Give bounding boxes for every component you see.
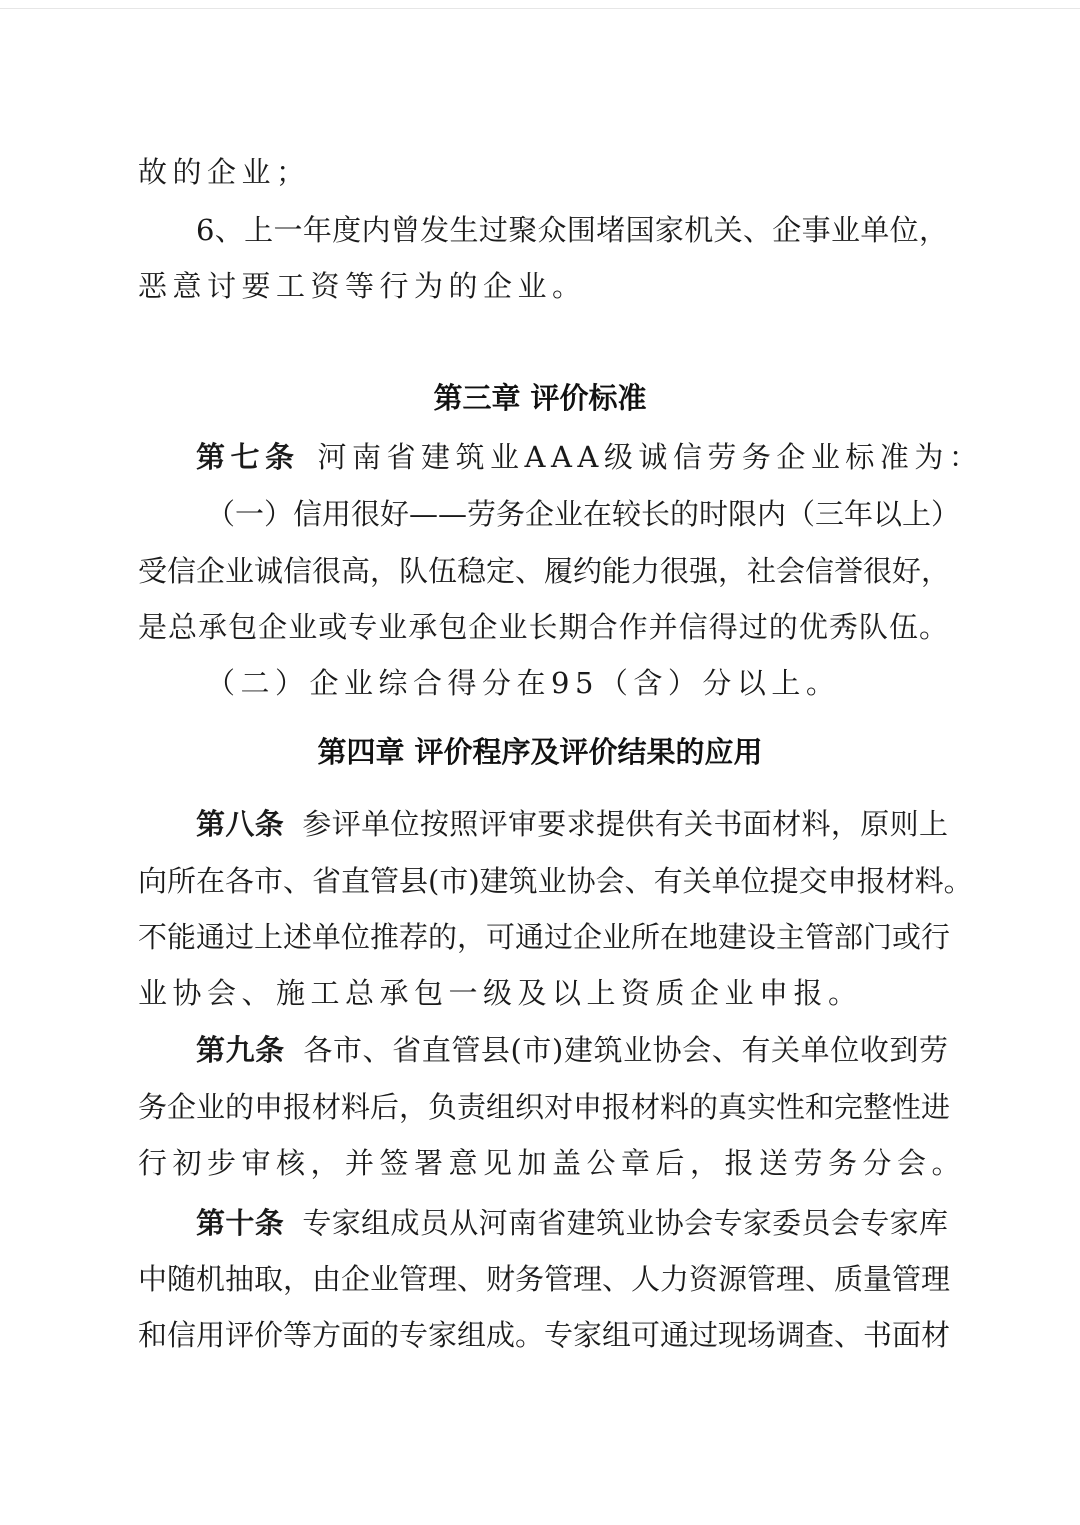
article-seven	[196, 437, 984, 477]
scan-edge-line	[0, 8, 1080, 9]
paragraph-line: （二）企业综合得分在95（含）分以上。	[206, 666, 841, 700]
paragraph-line: 和信用评价等方面的专家组成。专家组可通过现场调查、书面材	[138, 1318, 951, 1352]
paragraph-line: 受信企业诚信很高，队伍稳定、履约能力很强，社会信誉很好，	[138, 554, 951, 588]
paragraph-line: 向所在各市、省直管县(市)建筑业协会、有关单位提交申报材料。	[138, 864, 973, 898]
paragraph-line: 是总承包企业或专业承包企业长期合作并信得过的优秀队伍。	[138, 610, 948, 644]
paragraph-line: 故的企业；	[138, 155, 311, 189]
paragraph-line: （一）信用很好——劳务企业在较长的时限内（三年以上）	[206, 497, 961, 531]
paragraph-line: 行初步审核，并签署意见加盖公章后，报送劳务分会。	[138, 1146, 967, 1180]
article-label: 第八条	[196, 807, 285, 841]
article-nine	[196, 1030, 948, 1070]
article-ten	[196, 1203, 948, 1243]
paragraph-line: 6、上一年度内曾发生过聚众围堵国家机关、企事业单位，	[196, 213, 948, 247]
article-text: 各市、省直管县(市)建筑业协会、有关单位收到劳	[302, 1033, 948, 1067]
paragraph-line: 中随机抽取，由企业管理、财务管理、人力资源管理、质量管理	[138, 1262, 951, 1296]
article-text: 参评单位按照评审要求提供有关书面材料，原则上	[302, 807, 948, 841]
article-label: 第七条	[196, 440, 300, 474]
chapter-three-heading: 第三章 评价标准	[433, 381, 647, 415]
article-label: 第十条	[196, 1206, 285, 1240]
article-label: 第九条	[196, 1033, 285, 1067]
paragraph-line: 不能通过上述单位推荐的，可通过企业所在地建设主管部门或行	[138, 920, 951, 954]
paragraph-line: 务企业的申报材料后，负责组织对申报材料的真实性和完整性进	[138, 1090, 951, 1124]
article-text: 河南省建筑业AAA级诚信劳务企业标准为：	[317, 440, 984, 474]
article-text: 专家组成员从河南省建筑业协会专家委员会专家库	[302, 1206, 948, 1240]
paragraph-line: 业协会、施工总承包一级及以上资质企业申报。	[138, 976, 863, 1010]
chapter-four-heading: 第四章 评价程序及评价结果的应用	[317, 735, 763, 769]
article-eight	[196, 804, 948, 844]
paragraph-line: 恶意讨要工资等行为的企业。	[138, 269, 587, 303]
